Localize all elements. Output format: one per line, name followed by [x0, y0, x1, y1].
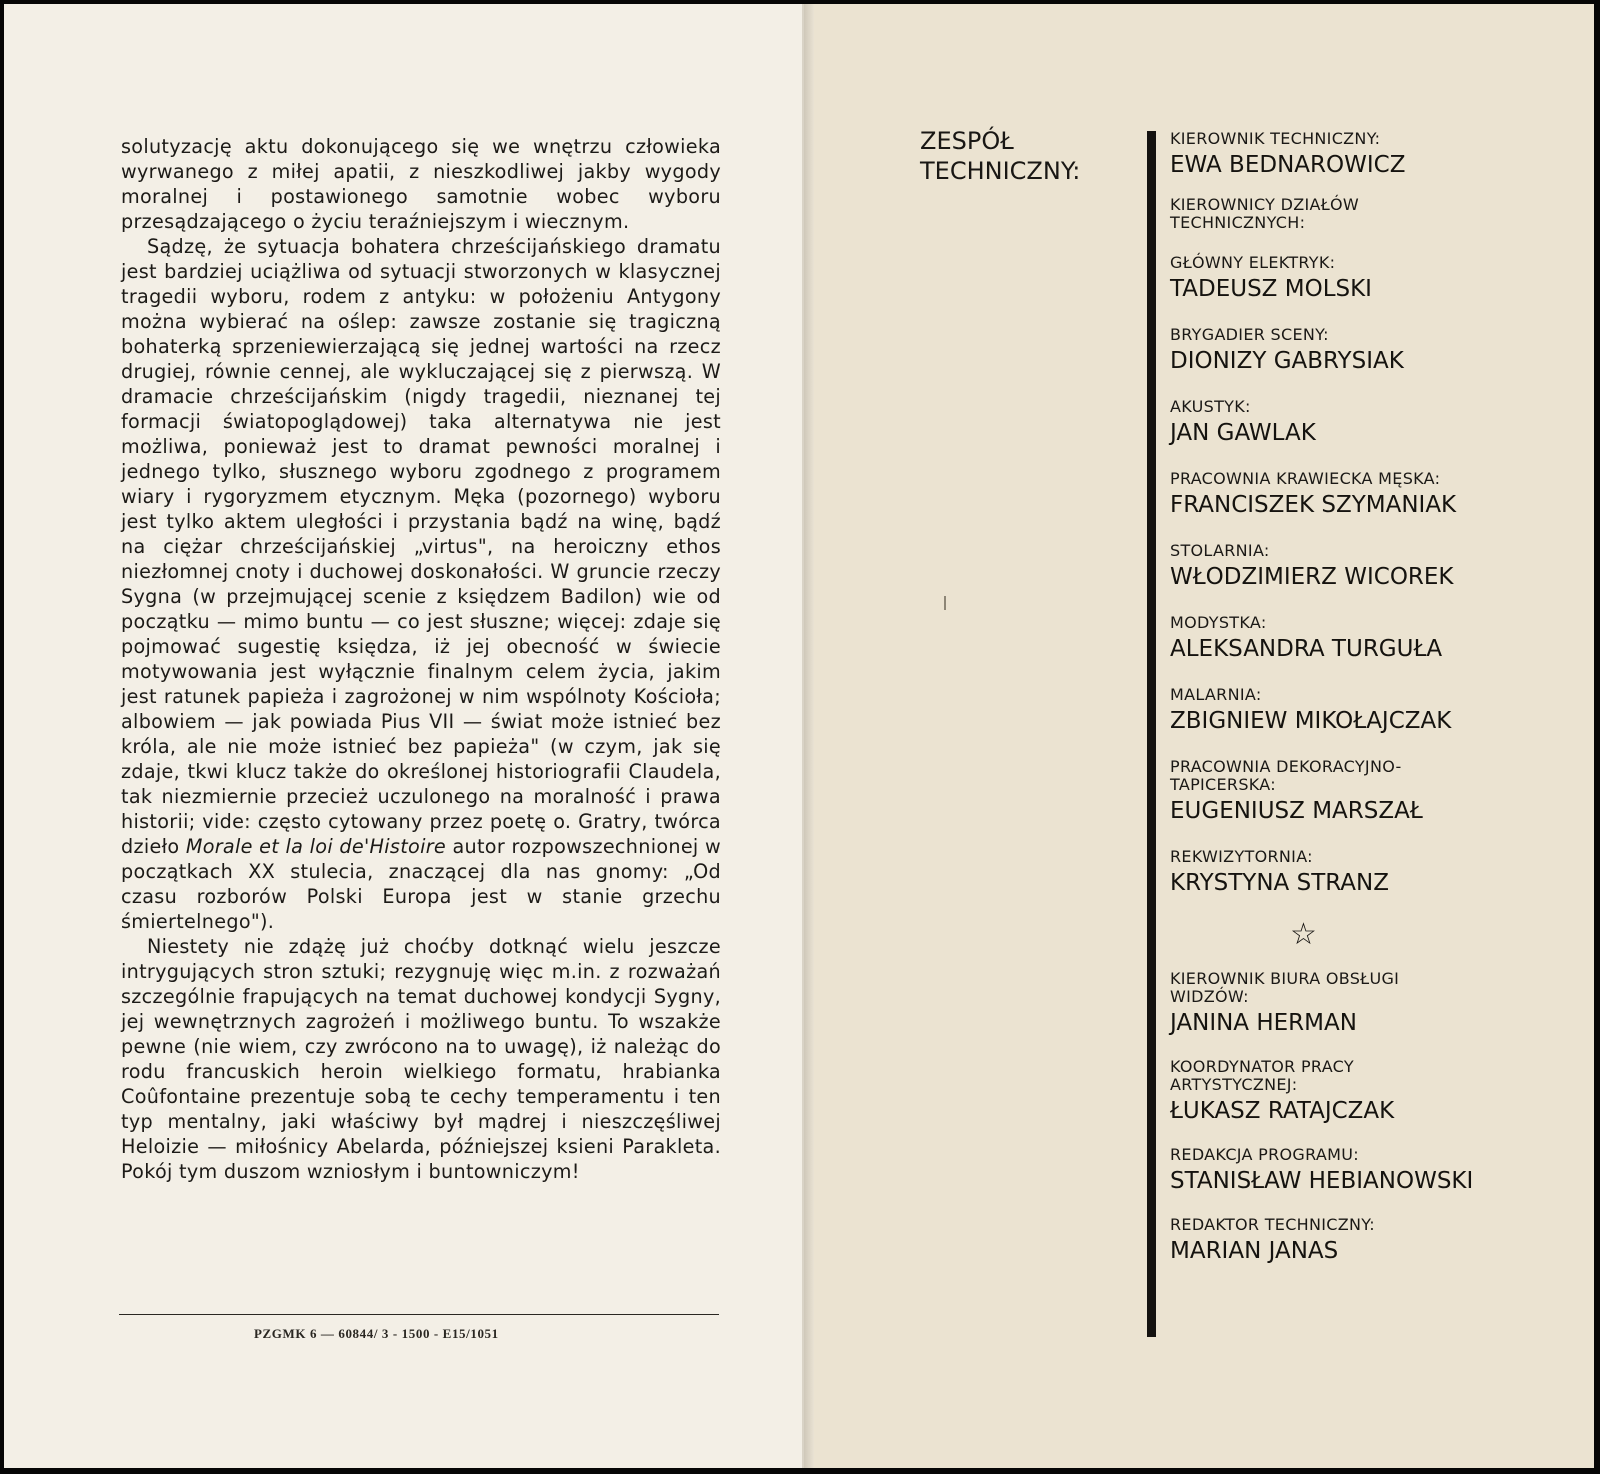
credit-name: KRYSTYNA STRANZ [1170, 870, 1389, 896]
essay-text [121, 134, 721, 1184]
right-page [814, 4, 1594, 1468]
credit-name: WŁODZIMIERZ WICOREK [1170, 564, 1454, 590]
credit-name: DIONIZY GABRYSIAK [1170, 348, 1404, 374]
credits-list [1170, 130, 1570, 1266]
credit-role: GŁÓWNY ELEKTRYK: [1170, 253, 1336, 272]
credit-role: REDAKCJA PROGRAMU: [1170, 1145, 1359, 1164]
credit-role: KIEROWNIK BIURA OBSŁUGI [1170, 969, 1400, 988]
essay-paragraph-2-tail: autor rozpowszechnionej w początkach XX stulecia, znaczącej dla nas gnomy: „Od czasu rozborów Polski Europa jest w stanie grzechu śmiertelnego"). [121, 835, 721, 933]
credit-role: MODYSTKA: [1170, 613, 1267, 632]
credit-entry [1170, 1216, 1570, 1266]
credit-entry [1170, 758, 1570, 826]
team-heading-line-1: ZESPÓŁ [920, 127, 1014, 155]
credit-name: ALEKSANDRA TURGUŁA [1170, 636, 1443, 662]
credit-name: MARIAN JANAS [1170, 1238, 1339, 1264]
credit-role: STOLARNIA: [1170, 541, 1270, 560]
left-page [4, 4, 804, 1468]
credit-name: ZBIGNIEW MIKOŁAJCZAK [1170, 708, 1452, 734]
credit-entry [1170, 326, 1570, 376]
credit-role: WIDZÓW: [1170, 987, 1249, 1006]
credit-entry [1170, 470, 1570, 520]
credit-entry [1170, 542, 1570, 592]
essay-paragraph-1: solutyzację aktu dokonującego się we wnętrzu człowieka wyrwanego z miłej apatii, z nieszkodliwej jakby wygody moralnej i postawionego samotnie wobec wyboru przesądzającego o życiu teraźniejszym i wiecznym. [121, 135, 721, 233]
credit-role: ARTYSTYCZNEJ: [1170, 1075, 1298, 1094]
essay-paragraph-2-text: Sądzę, że sytuacja bohatera chrześcijańskiego dramatu jest bardziej uciążliwa od sytuacji stworzonych w klasycznej tragedii wyboru, rodem z antyku: w położeniu Antygony można wybierać na oślep: zawsze zostanie się tragiczną bohaterką sprzeniewierzającą się jednej wartości na rzecz drugiej, równie cennej, ale wykluczającej się z pierwszą. W dramacie chrześcijańskim (nigdy tragedii, nieznanej tej formacji światopoglądowej) taka alternatywa nie jest możliwa, ponieważ jest to dramat pewności moralnej i jednego tylko, słusznego wyboru zgodnego z programem wiary i rygoryzmem etycznym. Męka (pozornego) wyboru jest tylko aktem uległości i przystania bądź na winę, bądź na ciężar chrześcijańskiej „virtus", na heroiczny ethos niezłomnej cnoty i duchowej doskonałości. W gruncie rzeczy Sygna (w przejmującej scenie z księdzem Badilon) wie od początku — mimo buntu — co jest słuszne; więcej: zdaje się pojmować sugestię księdza, iż jej obecność w świecie motywowania jest wyłącznie finalnym celem życia, jakim jest ratunek papieża i zagrożonej w nim wspólnoty Kościoła; albowiem — jak powiada Pius VII — świat może istnieć bez króla, ale nie może istnieć bez papieża" (w czym, jak się zdaje, tkwi klucz także do określonej historiografii Claudela, tak niezmiernie przecież uczulonego na moralność i prawa historii; vide: często cytowany przez poetę o. Gratry, twórca dzieło [121, 235, 721, 858]
credit-name: TADEUSZ MOLSKI [1170, 276, 1372, 302]
credit-entry [1170, 196, 1570, 232]
credit-role: KIEROWNIK TECHNICZNY: [1170, 129, 1381, 148]
credit-role: REKWIZYTORNIA: [1170, 847, 1313, 866]
star-icon: ☆ [1290, 918, 1317, 951]
credit-name: JAN GAWLAK [1170, 420, 1316, 446]
credit-entry [1170, 254, 1570, 304]
credit-role: PRACOWNIA DEKORACYJNO- [1170, 757, 1402, 776]
credit-role: MALARNIA: [1170, 685, 1262, 704]
credit-entry [1170, 1146, 1570, 1196]
credit-role: TAPICERSKA: [1170, 775, 1276, 794]
credit-role: PRACOWNIA KRAWIECKA MĘSKA: [1170, 469, 1441, 488]
credit-name: JANINA HERMAN [1170, 1010, 1357, 1036]
credit-name: STANISŁAW HEBIANOWSKI [1170, 1168, 1474, 1194]
credit-entry [1170, 1058, 1570, 1126]
credit-role: AKUSTYK: [1170, 397, 1251, 416]
team-heading-line-2: TECHNICZNY: [920, 157, 1081, 185]
credit-role: KOORDYNATOR PRACY [1170, 1057, 1354, 1076]
vertical-bar [1147, 131, 1156, 1337]
credit-entry [1170, 130, 1570, 180]
credit-name: FRANCISZEK SZYMANIAK [1170, 492, 1457, 518]
credit-name: EUGENIUSZ MARSZAŁ [1170, 798, 1423, 824]
credit-name: EWA BEDNAROWICZ [1170, 152, 1406, 178]
book-gutter [804, 4, 814, 1468]
essay-paragraph-2 [121, 234, 721, 934]
credit-entry [1170, 970, 1570, 1038]
credit-entry [1170, 398, 1570, 448]
team-heading [920, 126, 1080, 186]
credit-name: ŁUKASZ RATAJCZAK [1170, 1098, 1395, 1124]
essay-paragraph-3: Niestety nie zdążę już choćby dotknąć wielu jeszcze intrygujących stron sztuki; rezygnuję więc m.in. z rozważań szczególnie frapujących na temat duchowej kondycji Sygny, jej wewnętrznych zagrożeń i możliwego buntu. To wszakże pewne (nie wiem, czy zwrócono na to uwagę), iż należąc do rodu francuskich heroin wielkiego formatu, hrabianka Coûfontaine prezentuje sobą te cechy temperamentu i ten typ mentalny, jaki właściwy był mądrej i nieszczęśliwej Heloizie — miłośnicy Abelarda, późniejszej ksieni Parakleta. Pokój tym duszom wzniosłym i buntowniczym! [121, 935, 721, 1183]
credit-entry [1170, 848, 1570, 898]
book-title: Morale et la loi de'Histoire [185, 835, 446, 858]
printer-imprint: PZGMK 6 — 60844/ 3 - 1500 - E15/1051 [254, 1326, 499, 1341]
credit-entry [1170, 686, 1570, 736]
credit-role: REDAKTOR TECHNICZNY: [1170, 1215, 1375, 1234]
credit-role: TECHNICZNYCH: [1170, 213, 1306, 232]
imprint-divider [119, 1314, 719, 1315]
credit-role: BRYGADIER SCENY: [1170, 325, 1329, 344]
credit-entry [1170, 614, 1570, 664]
credit-role: KIEROWNICY DZIAŁÓW [1170, 195, 1360, 214]
